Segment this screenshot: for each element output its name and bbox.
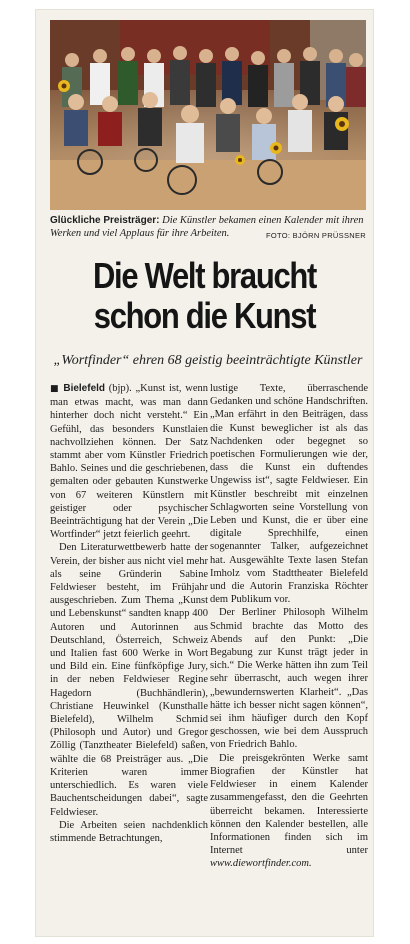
caption-title: Glückliche Preisträger: [50,215,160,226]
article-paragraph: lustige Texte, überraschende Gedanken und schöne Handschriften. „Man erfährt in den Beiträgen, dass die Kunst beweglicher ist als das Nachdenken oder begegnet so poetischen Formulierungen wie der, dass die Kunst ein duftendes Ungewiss ist“, sagte Feldwieser. Ein Künstler beschreibt mit einzelnen Schlagworten seine Vorstellung von Leben und Kunst, die er über eine digitale Sprechhilfe, einen sogenannter Talker, aufgezeichnet hat. Ausgewählte Texte lasen Stefan Imholz vom Stadttheater Bielefeld und die Autorin Franziska Röchter dem Publikum vor. [210,383,368,606]
subheadline: „Wortfinder“ ehren 68 geistig beeinträchtigte Künstler [53,353,363,368]
group-photo [50,20,366,210]
article-column-left [50,382,208,845]
article-paragraph: Der Berliner Philosoph Wilhelm Schmid brachte das Motto des Abends auf den Punkt: „Die Begabung zur Kunst trägt jeder in sich.“ Die Werke hätten ihn zum Teil sehr überrascht, auch wegen ihrer „bewundernswerten Klarheit“. „Das hätte ich besser nicht sagen können“, sei ihm häufiger durch den Kopf geschossen, wie bei dem Ausspruch von Friedrich Bahlo. [210,607,368,751]
headline-line-2: schon die Kunst [93,295,316,336]
article-paragraph: Die Arbeiten seien nachdenklich stimmende Betrachtungen, [50,819,208,844]
article-paragraph-text: Die preisgekrönten Werke samt Biografien der Künstler hat Feldwieser in einem Kalender zusammengefasst, den die Geehrten überreicht bekamen. Interessierte können den Kalender bestellen, alle Informationen finden sich im Internet unter [210,752,368,857]
article-paragraph-text: (bjp). „Kunst ist, wenn man etwas macht, was man dann hinterher doch nicht versteht.“ Ein Gefühl, das besonders Kunstlaien nachvollziehen können. Der Satz stammt aber vom Künstler Friedrich Bahlo. Seines und die geschriebenen, gemalten oder gebauten Kunstwerke von 67 weiteren Künstlern mit geistiger oder psychischer Beeinträchtigung hat der Verein „Die Wortfinder“ jetzt feierlich geehrt. [50,383,209,541]
photo-caption [50,214,366,242]
photo-credit: FOTO: BJÖRN PRÜSSNER [265,231,366,240]
group-photo-illustration [50,20,366,210]
article-paragraph [50,382,208,541]
caption-text: Die Künstler bekamen einen Kalender mit ihren Werken und viel Applaus für ihre Arbeiten. [50,215,364,239]
article-paragraph: Den Literaturwettbewerb hatte der Verein, der bisher aus nicht viel mehr als seine Gründerin Sabine Feldwieser besteht, im Frühjahr ausgeschrieben. Zum Thema „Kunst und Lebenskunst“ sandten knapp 400 Autoren und Autorinnen aus Deutschland, Österreich, Schweiz und Italien fast 600 Werke in Wort und Bild ein. Eine fünfköpfige Jury, in der neben Feldwieser Regine Hagedorn (Buchhändlerin), Christiane Heuwinkel (Kunsthalle Bielefeld), Wilhelm Schmid (Philosoph und Autor) und Gregor Zöllig (Tanztheater Bielefeld) saßen, wählte die 68 Preisträger aus. „Die Kriterien waren immer unterschiedlich. Es waren viele Bauchentscheidungen dabei“, sagte Feldwieser. [50,542,208,818]
article-paragraph [210,752,368,871]
dateline: Bielefeld [63,383,106,394]
newspaper-clipping [36,10,373,936]
headline [60,256,350,336]
website-url: www.diewortfinder.com. [210,858,312,870]
article-column-right [210,382,368,871]
dateline-square-icon: ■ [50,384,60,394]
headline-line-1: Die Welt braucht [92,255,317,296]
